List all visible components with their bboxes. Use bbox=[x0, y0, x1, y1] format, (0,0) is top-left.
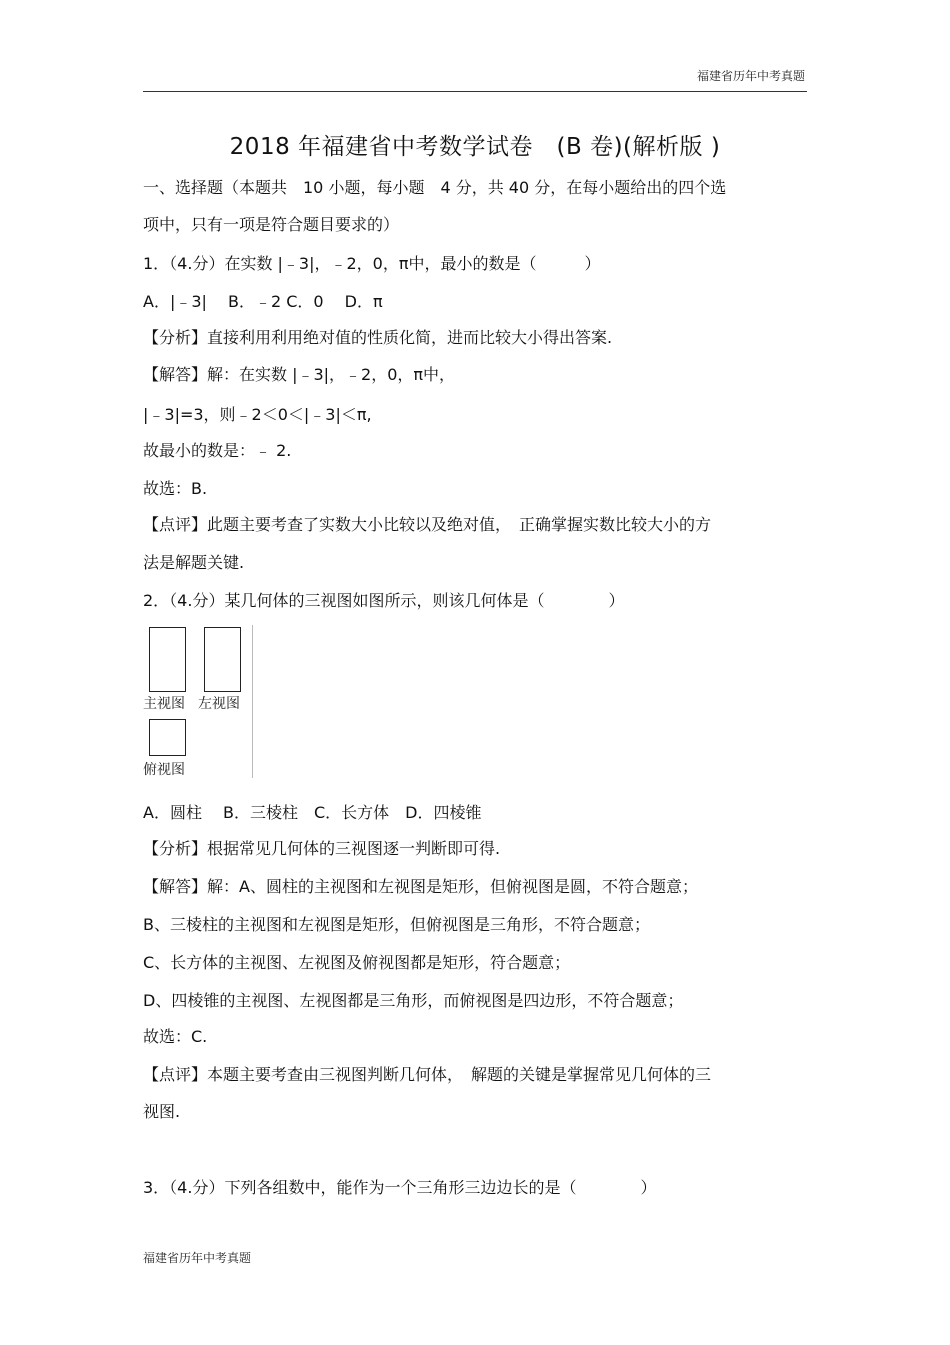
text-line: 项中，只有一项是符合题目要求的） bbox=[143, 215, 400, 234]
solution-2-line: C、长方体的主视图、左视图及俯视图都是矩形，符合题意； bbox=[143, 953, 571, 972]
question-2: 2．（4.分）某几何体的三视图如图所示，则该几何体是（ ） bbox=[143, 591, 625, 610]
left-view-rect bbox=[204, 627, 241, 692]
solution-2: 【解答】解：A、圆柱的主视图和左视图是矩形，但俯视图是圆，不符合题意； bbox=[143, 877, 698, 896]
comment-1: 【点评】此题主要考查了实数大小比较以及绝对值， 正确掌握实数比较大小的方 bbox=[143, 515, 712, 534]
header-rule bbox=[143, 91, 807, 92]
options-1: A．|﹣3| B．﹣2 C．0 D．π bbox=[143, 292, 383, 311]
options-2: A．圆柱 B．三棱柱 C．长方体 D．四棱锥 bbox=[143, 803, 482, 822]
answer-1: 故选：B. bbox=[143, 479, 208, 498]
question-1: 1．（4.分）在实数 |﹣3|，﹣2，0，π中，最小的数是（ ） bbox=[143, 254, 601, 273]
solution-1-line: 故最小的数是：﹣ 2. bbox=[143, 441, 292, 460]
solution-1-line: |﹣3|=3，则﹣2＜0＜|﹣3|＜π, bbox=[143, 405, 372, 424]
front-view-label: 主视图 bbox=[143, 696, 185, 712]
left-view-label: 左视图 bbox=[198, 696, 240, 712]
comment-2: 【点评】本题主要考查由三视图判断几何体， 解题的关键是掌握常见几何体的三 bbox=[143, 1065, 712, 1084]
answer-2: 故选：C. bbox=[143, 1027, 208, 1046]
solution-2-line: B、三棱柱的主视图和左视图是矩形，但俯视图是三角形，不符合题意； bbox=[143, 915, 650, 934]
text-line: 一、选择题（本题共 10 小题，每小题 4 分，共 40 分，在每小题给出的四个选 bbox=[143, 178, 727, 197]
comment-1-line: 法是解题关键. bbox=[143, 553, 245, 572]
solution-1: 【解答】解：在实数 |﹣3|，﹣2，0，π中， bbox=[143, 365, 456, 384]
top-view-rect bbox=[149, 719, 186, 756]
three-view-figure bbox=[143, 625, 253, 778]
comment-2-line: 视图. bbox=[143, 1102, 181, 1121]
top-view-label: 俯视图 bbox=[143, 762, 185, 778]
question-3: 3．（4.分）下列各组数中，能作为一个三角形三边边长的是（ ） bbox=[143, 1178, 657, 1197]
page-footer: 福建省历年中考真题 bbox=[143, 1251, 252, 1265]
figure-border bbox=[252, 625, 253, 778]
header-text: 福建省历年中考真题 bbox=[696, 69, 805, 83]
solution-2-line: D、四棱锥的主视图、左视图都是三角形，而俯视图是四边形，不符合题意； bbox=[143, 991, 684, 1010]
document-title: 2018 年福建省中考数学试卷 (B 卷)(解析版 ) bbox=[229, 134, 721, 160]
analysis-1: 【分析】直接利用利用绝对值的性质化简，进而比较大小得出答案. bbox=[143, 328, 613, 347]
front-view-rect bbox=[149, 627, 186, 692]
analysis-2: 【分析】根据常见几何体的三视图逐一判断即可得. bbox=[143, 839, 501, 858]
